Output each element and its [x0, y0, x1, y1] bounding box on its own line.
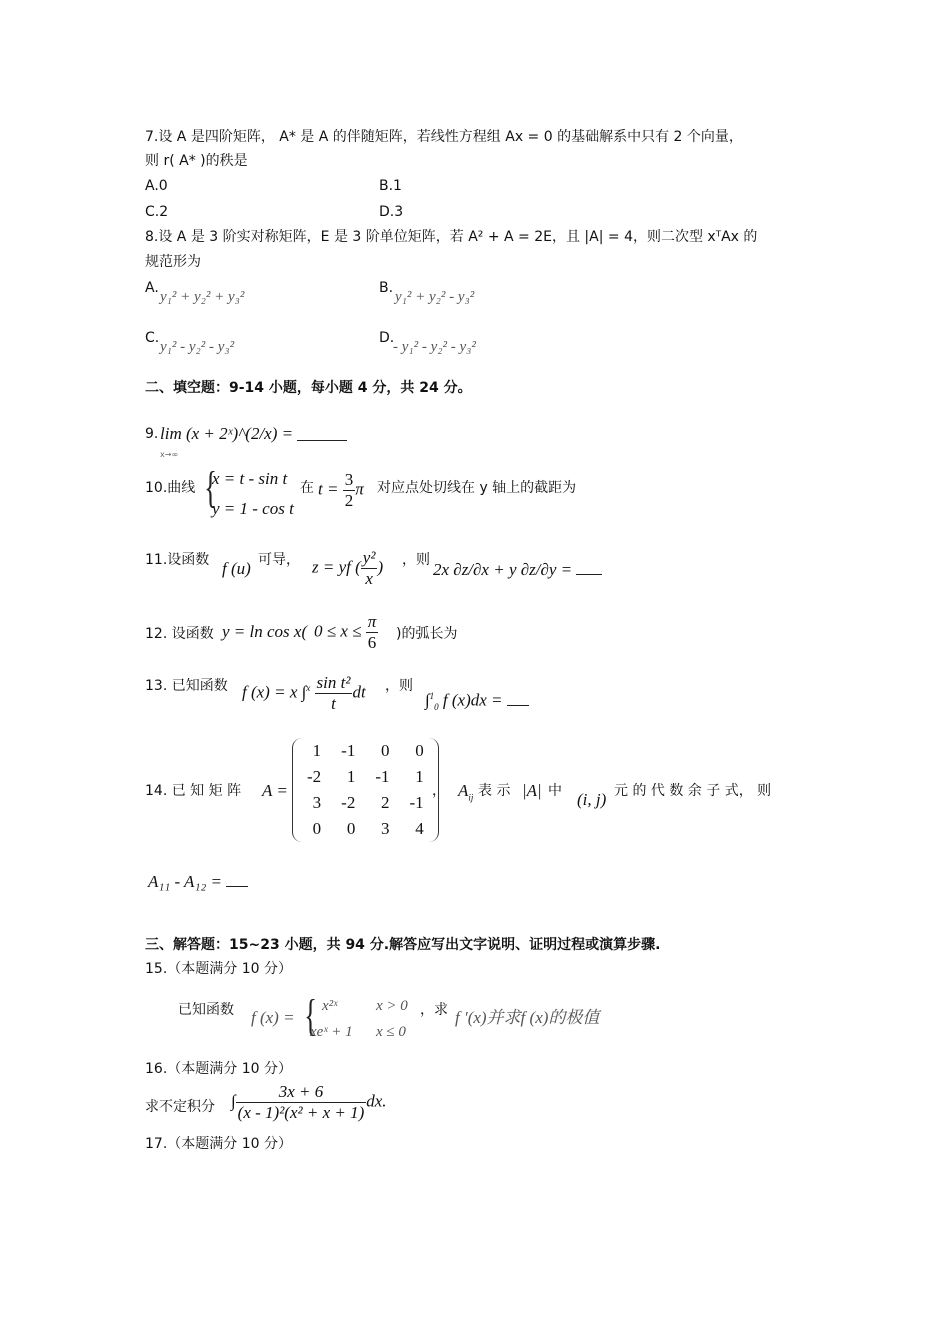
- q9-label: 9.: [145, 426, 159, 442]
- q7-line1: 7.设 A 是四阶矩阵， A* 是 A 的伴随矩阵，若线性方程组 Ax = 0 的基础解系中只有 2 个向量，: [145, 129, 743, 145]
- matrix-cell: 2: [381, 793, 390, 812]
- q15-fx: f (x) =: [251, 1008, 295, 1027]
- q12-range: 0 ≤ x ≤ $\frac{\pi}{6}$: [314, 612, 377, 652]
- section2-title: 二、填空题：9-14 小题，每小题 4 分，共 24 分。: [145, 380, 472, 396]
- q13-blank: [507, 691, 529, 706]
- q14-final: A₁₁ - A₁₂ =: [148, 872, 248, 891]
- q8-line1: 8.设 A 是 3 阶实对称矩阵，E 是 3 阶单位矩阵，若 A² + A = 2E，且 |A| = 4，则二次型 xᵀAx 的: [145, 229, 758, 245]
- matrix-cell: 0: [346, 819, 356, 838]
- q14-A-eq: A =: [262, 781, 288, 800]
- q11-z-definition: z = yf ( $\frac{\text{y²}}{x}$ ): [312, 548, 384, 588]
- matrix-cell: -1: [409, 793, 424, 812]
- q11-fu: f (u): [222, 559, 251, 578]
- q9-expression: lim (x + 2ˣ)^(2/x) =: [160, 425, 347, 443]
- q10-label: 10.曲线: [145, 480, 196, 496]
- matrix-cell: -2: [307, 767, 322, 786]
- q8-option-d-label: D.: [379, 330, 395, 346]
- q14-desc3: 元 的 代 数 余 子 式， 则: [614, 783, 772, 799]
- q11-then: ，则: [402, 552, 430, 568]
- q8-option-a: y₁² + y₂² + y₃²: [160, 289, 245, 305]
- q13-label: 13. 已知函数: [145, 678, 228, 694]
- q14-blank: [226, 872, 248, 887]
- q14-desc2: 中: [548, 783, 562, 799]
- q7-option-a: A.0: [145, 178, 168, 194]
- q7-option-b: B.1: [379, 178, 402, 194]
- q8-option-c: y₁² - y₂² - y₃²: [160, 339, 235, 355]
- q10-brace: {: [204, 463, 217, 512]
- q14-aij: $A_{ij}$: [458, 781, 474, 803]
- q10-t-value: t = $\frac{3}{2}$ π: [318, 470, 364, 510]
- q17-heading: 17.（本题满分 10 分）: [145, 1136, 292, 1152]
- q8-option-b-label: B.: [379, 280, 394, 296]
- q9-blank: [297, 426, 347, 441]
- q15-rest: f ′(x)并求f (x)的极值: [455, 1008, 600, 1027]
- q10-rest: 对应点处切线在 y 轴上的截距为: [377, 480, 577, 496]
- q10-at: 在: [300, 480, 314, 496]
- q15-heading: 15.（本题满分 10 分）: [145, 961, 292, 977]
- q10-eq1: x = t - sin t: [212, 469, 288, 488]
- q11-expression: 2x ∂z/∂x + y ∂z/∂y =: [433, 560, 602, 579]
- q8-line2: 规范形为: [145, 254, 201, 270]
- q11-label: 11.设函数: [145, 552, 210, 568]
- matrix-cell: 3: [381, 819, 390, 838]
- q9-lim-subscript: x→∞: [160, 450, 179, 459]
- q8-option-b: y₁² + y₂² - y₃²: [395, 289, 475, 305]
- q14-matrix-table: [297, 738, 434, 842]
- matrix-cell: -2: [341, 793, 356, 812]
- q15-label: 已知函数: [178, 1002, 234, 1018]
- matrix-cell: 0: [312, 819, 322, 838]
- matrix-cell: 4: [415, 819, 424, 838]
- matrix-cell: 3: [312, 793, 322, 812]
- q16-integral: ∫ $\frac{3x + 6}{\text{(x - 1)²(x² + x + 1)}}$ dx.: [231, 1082, 387, 1122]
- q8-option-c-label: C.: [145, 330, 160, 346]
- matrix-cell: -1: [375, 767, 390, 786]
- q10-eq2: y = 1 - cos t: [212, 499, 294, 518]
- q7-option-d: D.3: [379, 204, 404, 220]
- q13-then: ，则: [385, 678, 413, 694]
- q7-line2: 则 r( A* )的秩是: [145, 153, 248, 169]
- q12-rest: )的弧长为: [396, 626, 458, 642]
- q15-ask: ，求: [420, 1002, 448, 1018]
- q11-blank: [576, 560, 602, 575]
- q15-brace: {: [304, 991, 317, 1040]
- q13-f-definition: f (x) = x ∫$^x$ $\frac{\text{sin t²}}{t}$ dt: [242, 673, 366, 713]
- matrix-cell: 1: [312, 741, 322, 760]
- q15-case1: x²ˣ: [322, 998, 338, 1014]
- q15-cond1: x > 0: [376, 998, 408, 1014]
- q14-absA: |A|: [522, 781, 542, 800]
- q14-ij: (i, j): [577, 790, 607, 809]
- q12-label: 12. 设函数: [145, 626, 214, 642]
- q16-heading: 16.（本题满分 10 分）: [145, 1061, 292, 1077]
- section3-title: 三、解答题：15~23 小题，共 94 分.解答应写出文字说明、证明过程或演算步骤.: [145, 937, 661, 953]
- q13-integral: ∫$^1_0$ f (x)dx =: [425, 687, 529, 716]
- q14-matrix: [292, 738, 439, 842]
- q7-option-c: C.2: [145, 204, 169, 220]
- q16-label: 求不定积分: [145, 1099, 215, 1115]
- q12-expression: y = ln cos x(: [222, 622, 308, 641]
- q15-case2: xeˣ + 1: [310, 1024, 353, 1040]
- q8-option-d: - y₁² - y₂² - y₃²: [393, 339, 476, 355]
- q14-label: 14. 已 知 矩 阵: [145, 783, 242, 799]
- matrix-cell: -1: [341, 741, 356, 760]
- matrix-cell: 0: [415, 741, 424, 760]
- matrix-cell: 0: [381, 741, 390, 760]
- q14-desc1: 表 示: [478, 783, 511, 799]
- q11-mid: 可导，: [258, 552, 300, 568]
- q14-comma: ，: [432, 783, 446, 799]
- q8-option-a-label: A.: [145, 280, 159, 296]
- matrix-cell: 1: [415, 767, 424, 786]
- matrix-cell: 1: [346, 767, 356, 786]
- q15-cond2: x ≤ 0: [376, 1024, 406, 1040]
